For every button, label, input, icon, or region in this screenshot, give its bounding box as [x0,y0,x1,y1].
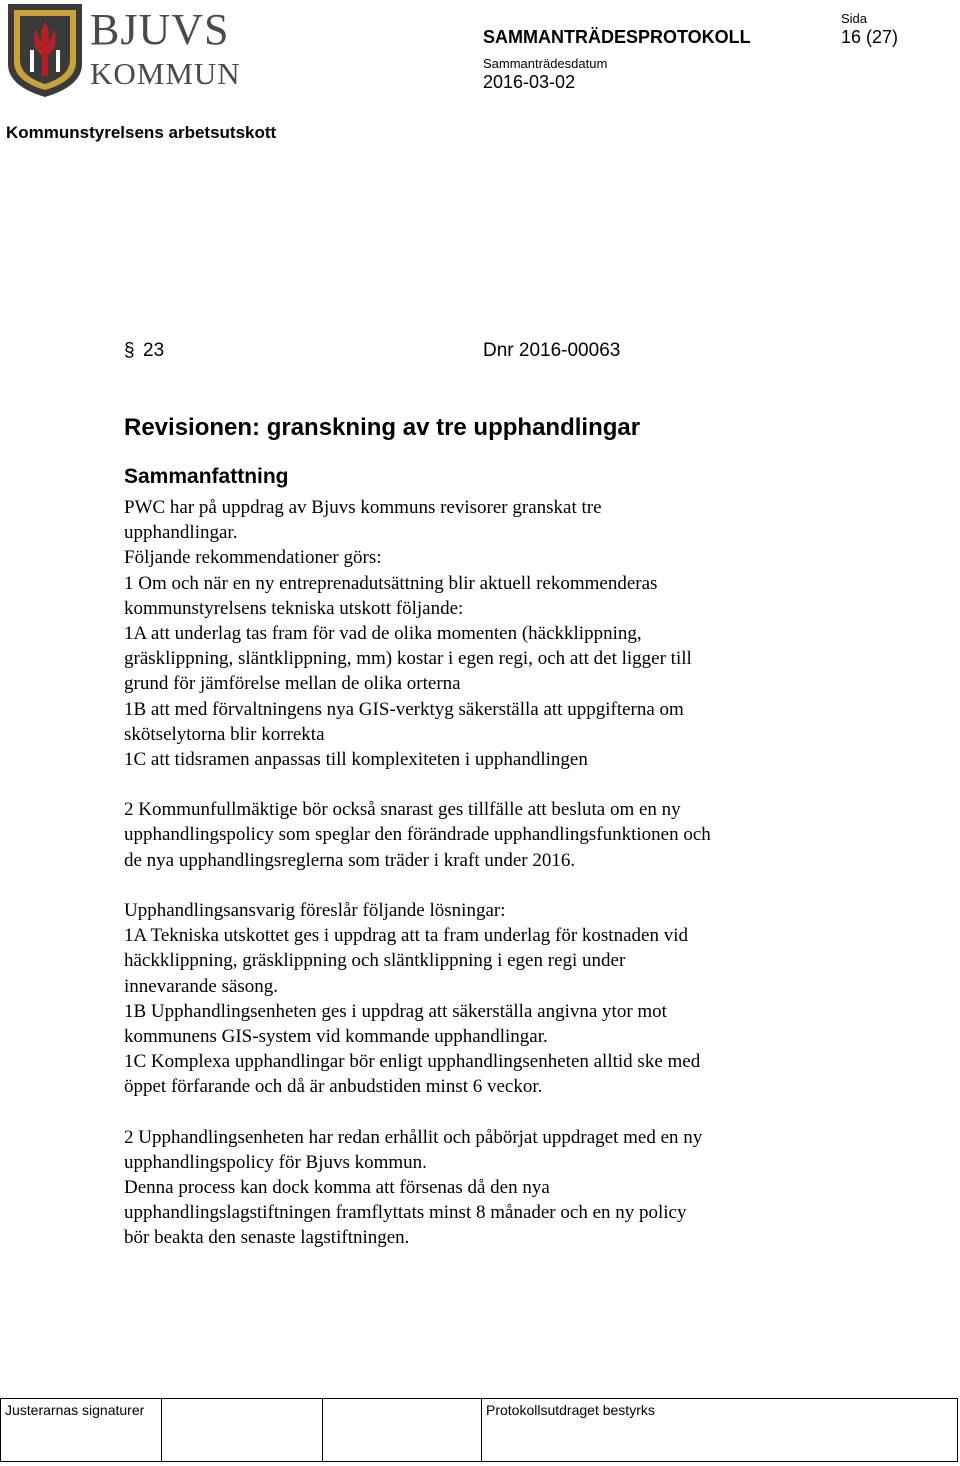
meeting-date: 2016-03-02 [483,72,576,92]
signatures-label: Justerarnas signaturer [5,1402,145,1418]
body-line: Denna process kan dock komma att försenas då den nya [124,1177,550,1199]
diary-number: Dnr 2016-00063 [483,340,621,361]
body-line [124,772,844,797]
body-line: kommunstyrelsens tekniska utskott följande: [124,597,464,619]
body-line: upphandlingspolicy som speglar den förändrade upphandlingsfunktionen och [124,824,711,846]
body-line: skötselytorna blir korrekta [124,723,325,745]
body-line: grund för jämförelse mellan de olika orterna [124,673,461,695]
bjuvs-kommun-logo [6,2,241,100]
body-line: öppet förfarande och då är anbudstiden minst 6 veckor. [124,1076,543,1098]
page-label: Sida [841,11,868,26]
body-line: de nya upphandlingsreglerna som träder i kraft under 2016. [124,849,576,871]
page-number: 16 (27) [841,27,899,47]
certified-cell [482,1399,958,1462]
signature-box [323,1399,482,1462]
body-line: 1B att med förvaltningens nya GIS-verktyg säkerställa att uppgifterna om [124,698,684,720]
body-line [124,873,844,898]
meeting-date-label: Sammanträdesdatum [483,56,608,71]
logo-text-bjuvs: BJUVS [90,5,230,54]
section-heading: Revisionen: granskning av tre upphandlingar [124,414,641,441]
body-line: upphandlingar. [124,522,238,544]
body-text [124,495,844,1251]
body-line: upphandlingspolicy för Bjuvs kommun. [124,1151,427,1173]
body-line: upphandlingslagstiftningen framflyttats minst 8 månader och en ny policy [124,1202,687,1224]
body-line: 1 Om och när en ny entreprenadutsättning blir aktuell rekommenderas [124,572,658,594]
logo-text-kommun: KOMMUN [90,56,241,91]
body-line: 2 Upphandlingsenheten har redan erhållit och påbörjat uppdraget med en ny [124,1126,703,1148]
body-line: 1C Komplexa upphandlingar bör enligt upphandlingsenheten alltid ske med [124,1051,701,1073]
signatures-cell [1,1399,162,1462]
body-line: gräsklippning, släntklippning, mm) kostar i egen regi, och att det ligger till [124,648,692,670]
body-line: 1A att underlag tas fram för vad de olika momenten (häckklippning, [124,622,642,644]
body-line: PWC har på uppdrag av Bjuvs kommuns revisorer granskat tre [124,497,602,518]
signature-table [0,1398,958,1462]
body-line [124,1100,844,1125]
document-title: SAMMANTRÄDESPROTOKOLL [483,27,751,47]
body-line: häckklippning, gräsklippning och släntklippning i egen regi under [124,950,626,972]
certified-label: Protokollsutdraget bestyrks [486,1402,655,1418]
signature-box [162,1399,323,1462]
body-line: Följande rekommendationer görs: [124,547,382,569]
body-line: 2 Kommunfullmäktige bör också snarast ges tillfälle att besluta om en ny [124,799,681,821]
paragraph-sign: § [124,340,135,361]
body-line: innevarande säsong. [124,975,279,997]
body-line: bör beakta den senaste lagstiftningen. [124,1227,410,1249]
body-line: kommunens GIS-system vid kommande upphandlingar. [124,1025,548,1047]
summary-heading: Sammanfattning [124,465,289,488]
body-line: 1B Upphandlingsenheten ges i uppdrag att säkerställa angivna ytor mot [124,1000,667,1022]
body-line: 1A Tekniska utskottet ges i uppdrag att ta fram underlag för kostnaden vid [124,925,688,947]
body-line: Upphandlingsansvarig föreslår följande lösningar: [124,900,506,921]
body-line: 1C att tidsramen anpassas till komplexiteten i upphandlingen [124,748,588,770]
paragraph-number: 23 [143,340,165,361]
coat-of-arms-icon [6,2,84,98]
committee-name: Kommunstyrelsens arbetsutskott [6,123,277,142]
